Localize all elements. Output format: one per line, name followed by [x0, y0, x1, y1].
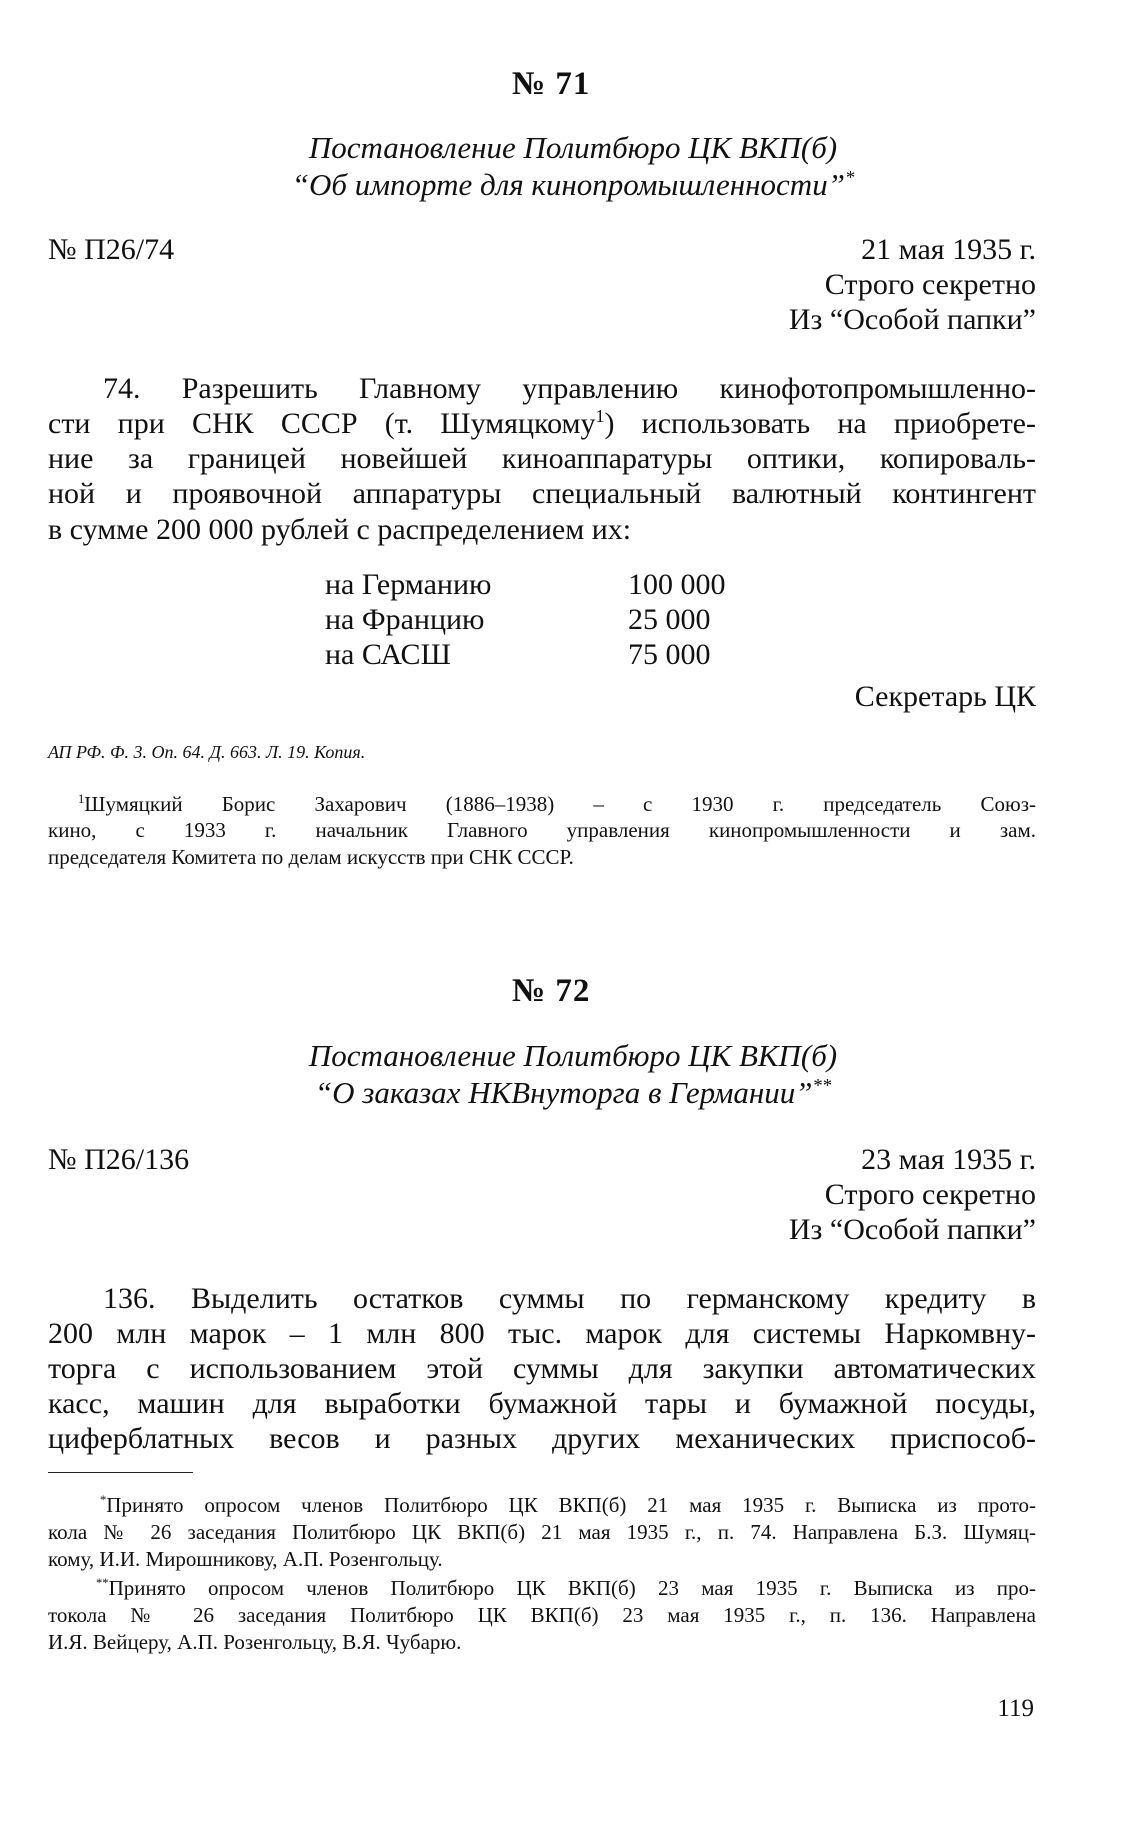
- page-footnote-line: И.Я. Вейцеру, А.П. Розенгольцу, В.Я. Чубарю.: [48, 1630, 462, 1654]
- doc2-reg-number: № П26/136: [48, 1143, 190, 1176]
- doc1-secrecy: Строго секретно: [824, 268, 1036, 301]
- doc1-source: АП РФ. Ф. 3. Оп. 64. Д. 663. Л. 19. Копия.: [48, 742, 366, 762]
- doc1-title-line1: Постановление Политбюро ЦК ВКП(б): [308, 130, 838, 165]
- doc1-signature: Секретарь ЦК: [854, 680, 1036, 713]
- page-footnote-line: токола № 26 заседания Политбюро ЦК ВКП(б) 23 мая 1935 г., п. 136. Направлена: [48, 1603, 1036, 1627]
- doc1-footnote-line: кино, с 1933 г. начальник Главного управления кинопромышленности и зам.: [48, 818, 1036, 842]
- doc1-footnote-mark: 1: [78, 792, 85, 806]
- allocation-amount: 100 000: [628, 568, 726, 601]
- doc1-body-line: сти при СНК СССР (т. Шумяцкому$^1$) использовать на приобрете-: [48, 406, 1036, 440]
- doc1-body-line: ной и проявочной аппаратуры специальный валютный контингент: [48, 477, 1036, 510]
- allocation-country: на Францию: [325, 603, 485, 636]
- page-footnote-line: кола № 26 заседания Политбюро ЦК ВКП(б) 21 мая 1935 г., п. 74. Направлена Б.З. Шумяц-: [48, 1520, 1036, 1544]
- page-footnote-line: **Принято опросом членов Политбюро ЦК ВКП(б) 23 мая 1935 г. Выписка из про-: [96, 1576, 1036, 1600]
- doc1-note-ref: 1: [595, 406, 605, 426]
- doc2-title-footnote-mark: **: [812, 1075, 832, 1097]
- page-footnote-line: *Принято опросом членов Политбюро ЦК ВКП(б) 21 мая 1935 г. Выписка из прото-: [100, 1493, 1036, 1517]
- allocation-amount: 75 000: [628, 638, 711, 671]
- footnote-mark-single: *: [100, 1493, 107, 1507]
- doc2-title-line1: Постановление Политбюро ЦК ВКП(б): [308, 1038, 838, 1073]
- doc2-body-line: 136. Выделить остатков суммы по германскому кредиту в: [103, 1282, 1036, 1315]
- doc1-footnote-line: председателя Комитета по делам искусств при СНК СССР.: [48, 845, 574, 869]
- doc1-title-footnote-mark: *: [844, 167, 855, 189]
- doc2-number: № 72: [512, 973, 591, 1009]
- doc2-body-line: 200 млн марок – 1 млн 800 тыс. марок для системы Наркомвну-: [48, 1317, 1036, 1350]
- doc1-body-line: 74. Разрешить Главному управлению кинофотопромышленно-: [103, 372, 1036, 405]
- doc1-reg-number: № П26/74: [48, 233, 175, 266]
- allocation-country: на Германию: [325, 568, 492, 601]
- page-number: 119: [997, 1695, 1034, 1722]
- doc2-date: 23 мая 1935 г.: [861, 1143, 1036, 1176]
- doc1-body-line: ние за границей новейшей киноаппаратуры оптики, копироваль-: [48, 442, 1036, 475]
- allocation-country: на САСШ: [325, 638, 451, 671]
- doc1-number: № 71: [512, 66, 591, 102]
- doc2-body-line: касс, машин для выработки бумажной тары и бумажной посуды,: [48, 1387, 1036, 1420]
- doc2-folder: Из “Особой папки”: [788, 1213, 1036, 1246]
- doc2-body-line: торга с использованием этой суммы для закупки автоматических: [48, 1352, 1036, 1385]
- page-footnote-line: кому, И.И. Мирошникову, А.П. Розенгольцу.: [48, 1547, 443, 1571]
- doc2-title-line2: “О заказах НКВнуторга в Германии”**: [314, 1075, 832, 1110]
- doc1-body-line: в сумме 200 000 рублей с распределением их:: [48, 513, 632, 546]
- doc1-date: 21 мая 1935 г.: [861, 233, 1036, 266]
- doc1-folder: Из “Особой папки”: [788, 303, 1036, 336]
- doc1-footnote-line: $^1$Шумяцкий Борис Захарович (1886–1938) – с 1930 г. председатель Союз-: [78, 792, 1036, 816]
- footnote-rule: [48, 1472, 193, 1473]
- doc2-body-line: циферблатных весов и разных других механических приспособ-: [48, 1422, 1036, 1455]
- doc2-secrecy: Строго секретно: [824, 1178, 1036, 1211]
- footnote-mark-double: **: [96, 1576, 109, 1590]
- doc1-title-line2: “Об импорте для кинопромышленности”*: [291, 167, 855, 202]
- allocation-amount: 25 000: [628, 603, 711, 636]
